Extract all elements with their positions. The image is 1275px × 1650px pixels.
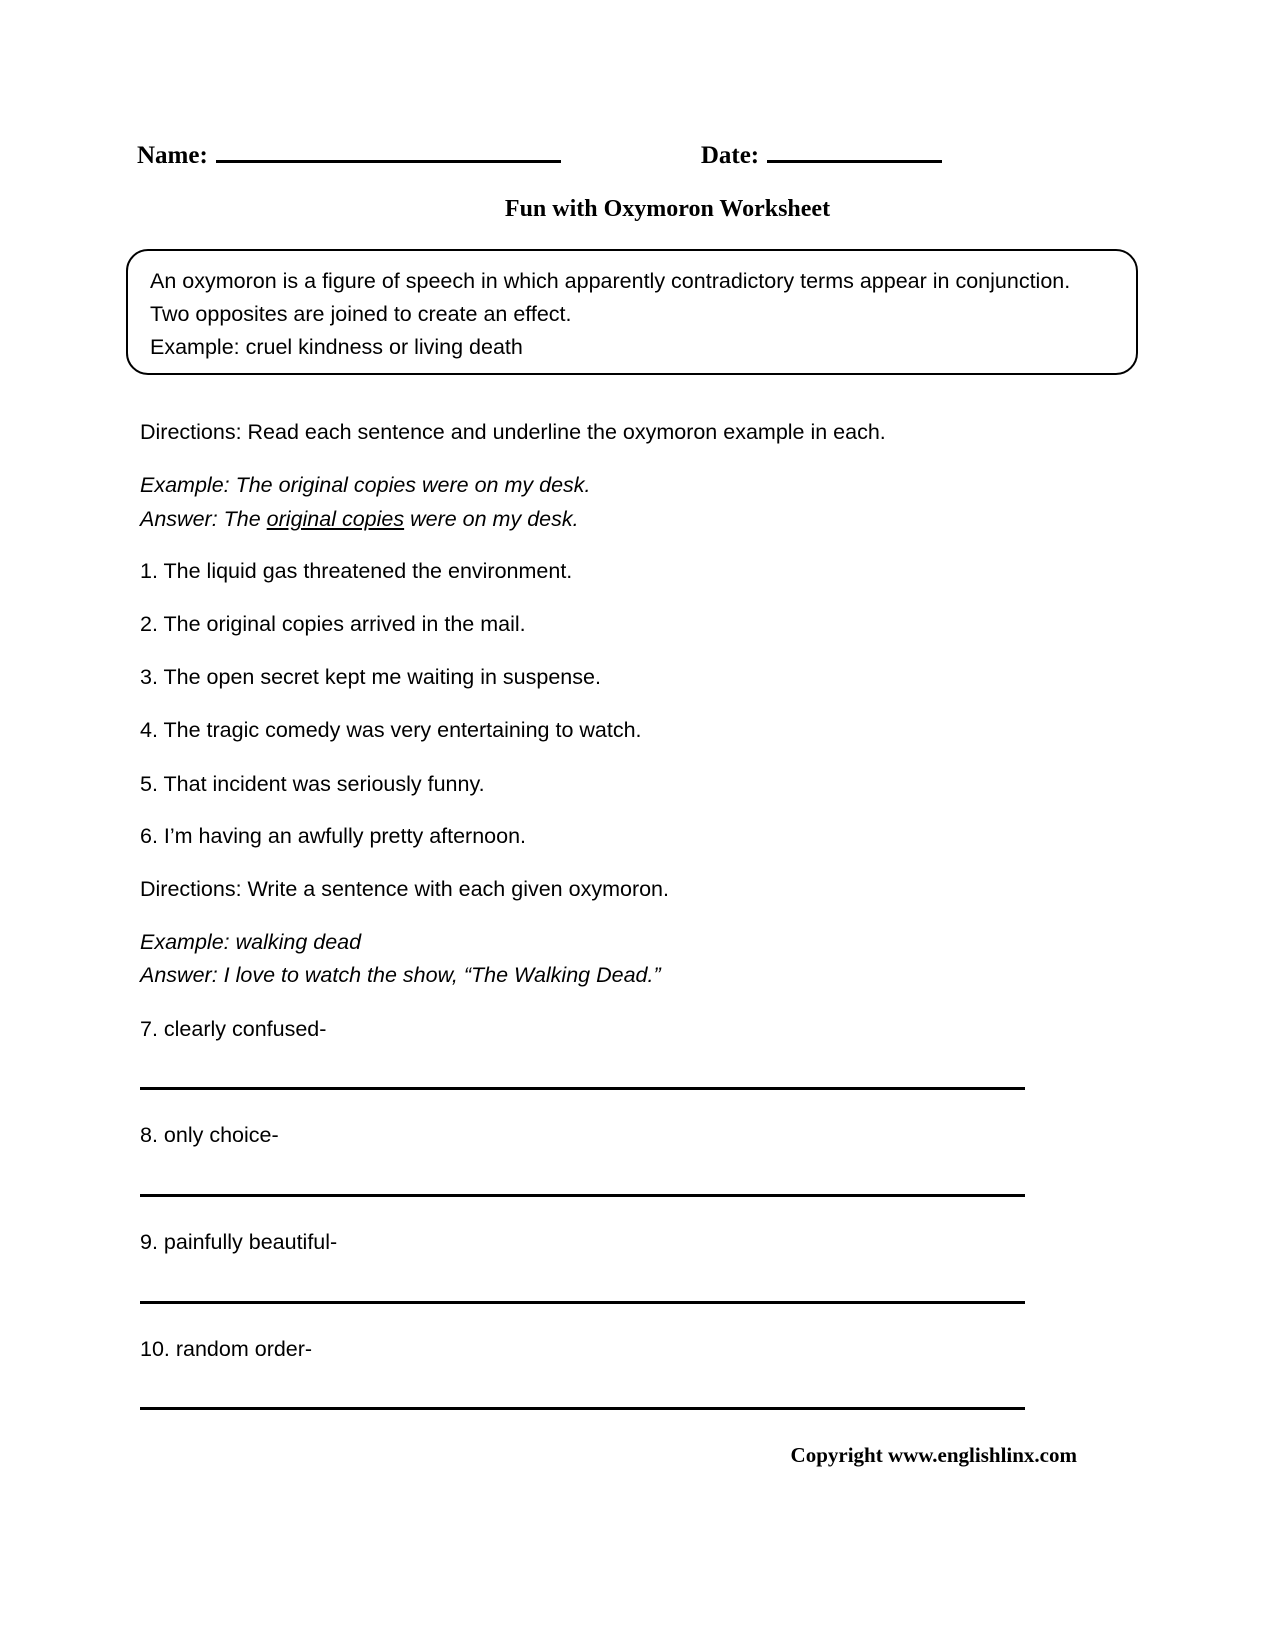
definition-line-3: Example: cruel kindness or living death: [150, 335, 523, 359]
answer-line-10[interactable]: [140, 1407, 1025, 1410]
date-label: Date:: [700, 142, 760, 169]
definition-box: [126, 249, 1138, 375]
answer-line-8[interactable]: [140, 1194, 1025, 1197]
sentence-item-2: 2. The original copies arrived in the mail.: [140, 612, 526, 636]
sentence-item-4: 4. The tragic comedy was very entertaining to watch.: [140, 718, 642, 742]
answer-line-9[interactable]: [140, 1301, 1025, 1304]
directions-two: Directions: Write a sentence with each given oxymoron.: [140, 877, 669, 901]
answer-one-underlined: original copies: [266, 507, 405, 531]
copyright-footer: Copyright www.englishlinx.com: [790, 1443, 1077, 1467]
page-title: Fun with Oxymoron Worksheet: [504, 196, 831, 222]
example-two: Example: walking dead: [140, 930, 362, 954]
answer-one-prefix: Answer: The: [140, 507, 267, 531]
prompt-item-10: 10. random order-: [140, 1337, 313, 1361]
sentence-item-5: 5. That incident was seriously funny.: [140, 772, 485, 796]
definition-line-2: Two opposites are joined to create an effect.: [150, 302, 572, 326]
definition-line-1: An oxymoron is a figure of speech in which apparently contradictory terms appear in conjunction.: [150, 269, 1071, 293]
sentence-item-6: 6. I’m having an awfully pretty afternoon.: [140, 824, 527, 848]
answer-two: Answer: I love to watch the show, “The Walking Dead.”: [140, 963, 661, 987]
prompt-item-8: 8. only choice-: [140, 1123, 279, 1147]
sentence-item-1: 1. The liquid gas threatened the environment.: [140, 559, 573, 583]
header-fields: [137, 140, 1097, 180]
prompt-item-9: 9. painfully beautiful-: [140, 1230, 338, 1254]
directions-one: Directions: Read each sentence and underline the oxymoron example in each.: [140, 420, 886, 444]
example-one: Example: The original copies were on my desk.: [140, 473, 591, 497]
prompt-item-7: 7. clearly confused-: [140, 1017, 327, 1041]
name-label: Name:: [137, 142, 208, 169]
answer-line-7[interactable]: [140, 1087, 1025, 1090]
answer-one-suffix: were on my desk.: [404, 507, 579, 531]
date-input-line[interactable]: [767, 140, 942, 163]
name-input-line[interactable]: [216, 140, 561, 163]
sentence-item-3: 3. The open secret kept me waiting in suspense.: [140, 665, 601, 689]
answer-one: [140, 506, 579, 532]
